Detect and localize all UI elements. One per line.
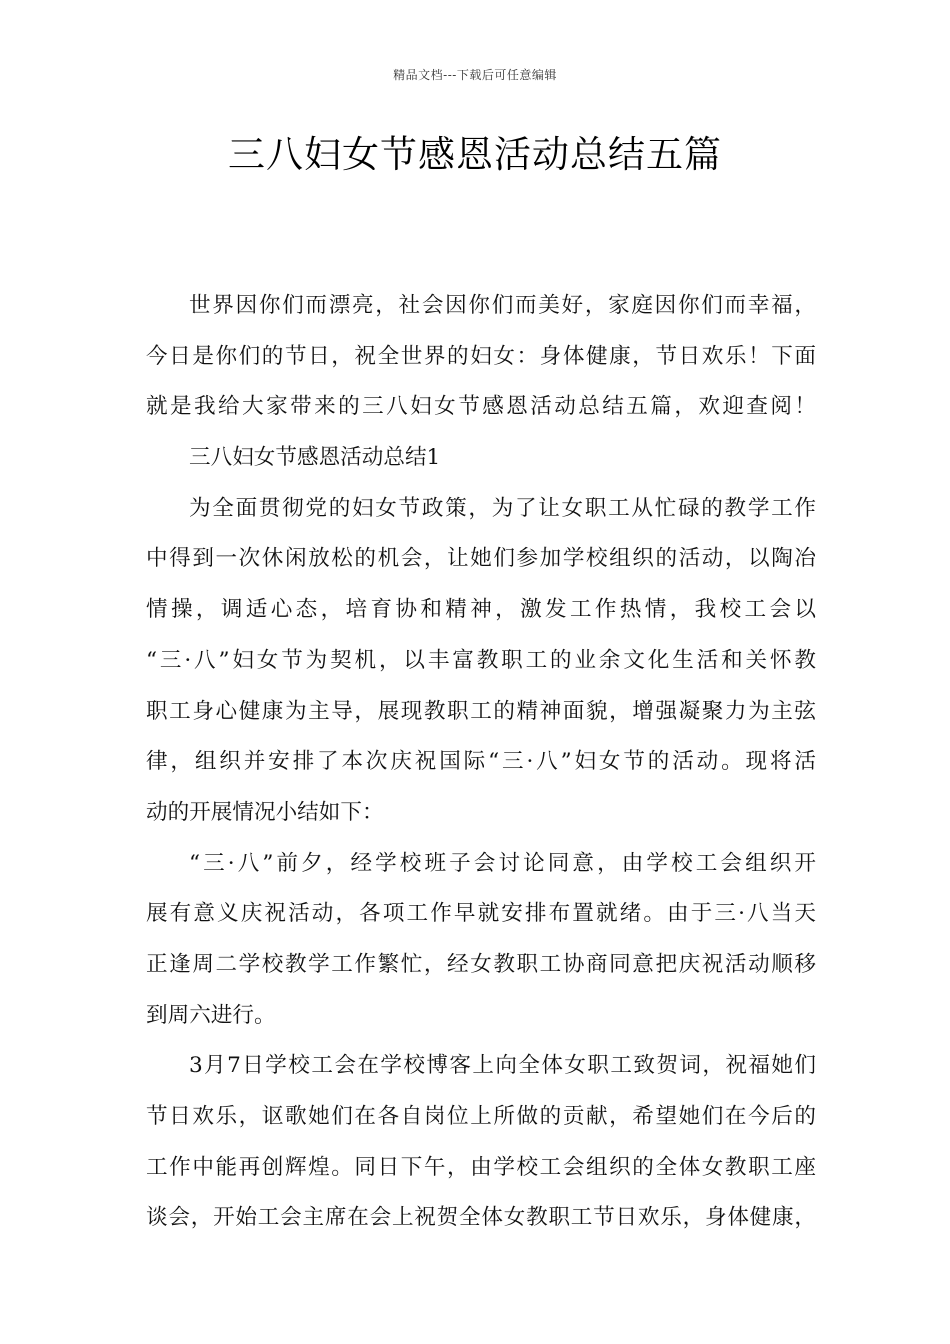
header-note: 精品文档---下载后可任意编辑 [393, 68, 557, 82]
section-heading: 三八妇女节感恩活动总结1 [189, 445, 441, 471]
text-line: 中得到一次休闲放松的机会，让她们参加学校组织的活动，以陶冶 [146, 546, 816, 572]
text-line: 正逢周二学校教学工作繁忙，经女教职工协商同意把庆祝活动顺移 [146, 951, 816, 977]
text-line: 动的开展情况小结如下： [146, 799, 384, 825]
text-line: 今日是你们的节日，祝全世界的妇女：身体健康，节日欢乐！下面 [146, 343, 816, 369]
text-line: 谈会，开始工会主席在会上祝贺全体女教职工节日欢乐，身体健康， [146, 1205, 816, 1231]
text-line: 情操，调适心态，培育协和精神，激发工作热情，我校工会以 [146, 597, 816, 623]
text-line: 到周六进行。 [146, 1002, 276, 1028]
text-line: 节日欢乐，讴歌她们在各自岗位上所做的贡献，希望她们在今后的 [146, 1104, 816, 1129]
text-line: 世界因你们而漂亮，社会因你们而美好，家庭因你们而幸福， [189, 293, 816, 318]
body-text [146, 281, 816, 1244]
text-line: 律，组织并安排了本次庆祝国际“三·八”妇女节的活动。现将活 [146, 749, 816, 775]
text-line: 为全面贯彻党的妇女节政策，为了让女职工从忙碌的教学工作 [189, 495, 816, 521]
text-line: 3月7日学校工会在学校博客上向全体女职工致贺词，祝福她们 [189, 1053, 816, 1079]
text-line: “三·八”妇女节为契机，以丰富教职工的业余文化生活和关怀教 [146, 647, 816, 673]
page-title: 三八妇女节感恩活动总结五篇 [228, 133, 722, 176]
text-line: 工作中能再创辉煌。同日下午，由学校工会组织的全体女教职工座 [146, 1154, 816, 1180]
text-line: 展有意义庆祝活动，各项工作早就安排布置就绪。由于三·八当天 [146, 901, 816, 927]
text-line: “三·八”前夕，经学校班子会讨论同意，由学校工会组织开 [189, 850, 816, 876]
text-line: 职工身心健康为主导，展现教职工的精神面貌，增强凝聚力为主弦 [146, 698, 816, 724]
text-line: 就是我给大家带来的三八妇女节感恩活动总结五篇，欢迎查阅！ [146, 394, 816, 420]
